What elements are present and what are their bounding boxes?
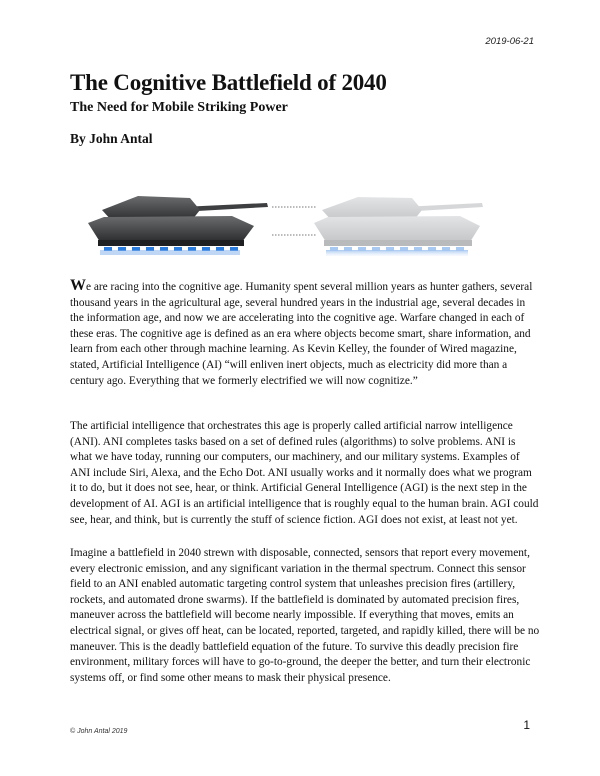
paragraph-text: e are racing into the cognitive age. Humanity spent several million years as hunter gathers, several thousand years in the agricultural age, several hundred years in the industrial age, several decades in the information age, and now we are accelerating into the cognitive age. Warfare changed in each of these eras. The cognitive age is defined as an era where objects become smart, share information, and learn from each other through machine learning. As Kevin Kelley, the founder of Wired magazine, stated, Artificial Intelligence (AI) “will enliven inert objects, much as electricity did more than a century ago. Everything that we formerly electrified we will now cognitize.” xyxy=(70,281,533,387)
article-title: The Cognitive Battlefield of 2040 xyxy=(70,70,387,95)
dark-tank-shape xyxy=(88,196,268,255)
page-number: 1 xyxy=(523,718,530,732)
body-paragraph xyxy=(70,278,540,389)
document-date: 2019-06-21 xyxy=(485,36,534,47)
tank-illustration-icon xyxy=(82,186,522,262)
article-byline: By John Antal xyxy=(70,131,153,146)
drop-cap: W xyxy=(70,277,86,294)
copyright-notice: © John Antal 2019 xyxy=(70,728,128,735)
article-subtitle: The Need for Mobile Striking Power xyxy=(70,100,288,115)
body-paragraph: The artificial intelligence that orchestrates this age is properly called artificial narrow intelligence (ANI). ANI completes tasks based on a set of defined rules (algorithms) to solve problems. ANI is what we have today, running our computers, our machinery, and our military systems. Examples of ANI include Siri, Alexa, and the Echo Dot. ANI usually works and it normally does what we program it to do, but it does not see, hear, or think. Artificial General Intelligence (AGI) is the next step in the development of AI. AGI is an artificial intelligence that is roughly equal to the human brain. AGI could see, hear, and think, but is currently the stuff of science fiction. AGI does not exist, at least not yet. xyxy=(70,420,539,526)
body-paragraph: Imagine a battlefield in 2040 strewn with disposable, connected, sensors that report every movement, every electronic emission, and any significant variation in the thermal spectrum. Connect this sensor field to an ANI enabled automatic targeting control system that unleashes precision fires (artillery, rockets, and automated drone swarms). If the battlefield is dominated by automated precision fires, maneuver across the battlefield will become nearly impossible. If everything that moves, emits an electrical signal, or gives off heat, can be located, reported, targeted, and rapidly killed, there will be no maneuver. This is the deadly battlefield equation of the future. To survive this deadly precision fire environment, military forces will have to go-to-ground, the deeper the better, and turn their electronic systems off, or find some other means to mask their physical presence. xyxy=(70,547,540,684)
ghost-tank-shape xyxy=(314,197,483,256)
